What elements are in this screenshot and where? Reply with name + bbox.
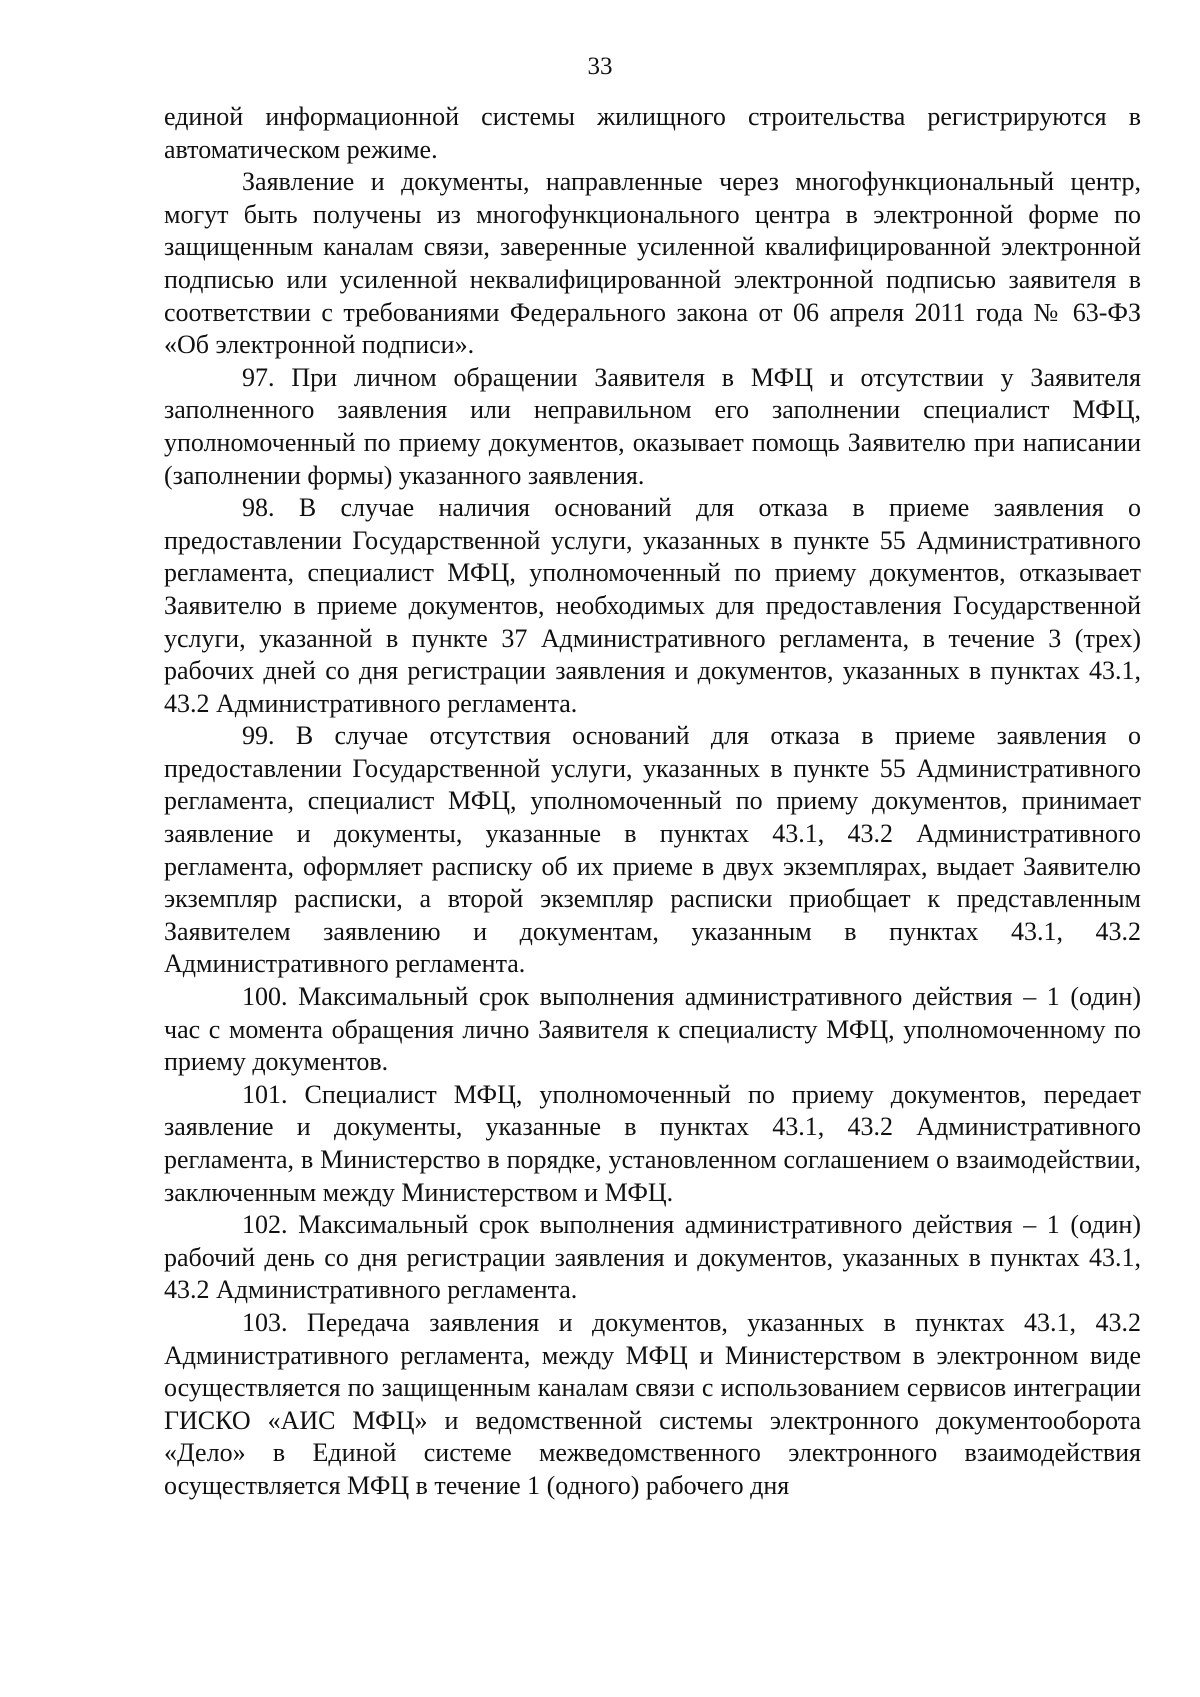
paragraph: 100. Максимальный срок выполнения административного действия – 1 (один) час с момента обращения лично Заявителя к специалисту МФЦ, уполномоченному по приему документов. bbox=[164, 982, 1141, 1077]
paragraph: 103. Передача заявления и документов, указанных в пунктах 43.1, 43.2 Административного регламента, между МФЦ и Министерством в электронном виде осуществляется по защищенным каналам связи с использованием сервисов интеграции ГИСКО «АИС МФЦ» и ведомственной системы электронного документооборота «Дело» в Единой системе межведомственного электронного взаимодействия осуществляется МФЦ в течение 1 (одного) рабочего дня bbox=[164, 1307, 1141, 1500]
paragraph: 98. В случае наличия оснований для отказа в приеме заявления о предоставлении Государственной услуги, указанных в пункте 55 Административного регламента, специалист МФЦ, уполномоченный по приему документов, отказывает Заявителю в приеме документов, необходимых для предоставления Государственной услуги, указанной в пункте 37 Административного регламента, в течение 3 (трех) рабочих дней со дня регистрации заявления и документов, указанных в пунктах 43.1, 43.2 Административного регламента. bbox=[164, 493, 1141, 718]
page-number: 33 bbox=[587, 53, 613, 80]
paragraph: Заявление и документы, направленные через многофункциональный центр, могут быть получены из многофункционального центра в электронной форме по защищенным каналам связи, заверенные усиленной квалифицированной электронной подписью или усиленной неквалифицированной электронной подписью заявителя в соответствии с требованиями Федерального закона от 06 апреля 2011 года № 63-ФЗ «Об электронной подписи». bbox=[164, 167, 1141, 360]
document-body bbox=[164, 101, 1141, 1503]
paragraph: 101. Специалист МФЦ, уполномоченный по приему документов, передает заявление и документы, указанные в пунктах 43.1, 43.2 Административного регламента, в Министерство в порядке, установленном соглашением о взаимодействии, заключенным между Министерством и МФЦ. bbox=[164, 1079, 1141, 1207]
paragraph: единой информационной системы жилищного строительства регистрируются в автоматическом режиме. bbox=[164, 102, 1141, 164]
paragraph: 97. При личном обращении Заявителя в МФЦ и отсутствии у Заявителя заполненного заявления или неправильном его заполнении специалист МФЦ, уполномоченный по приему документов, оказывает помощь Заявителю при написании (заполнении формы) указанного заявления. bbox=[164, 362, 1141, 490]
paragraph: 102. Максимальный срок выполнения административного действия – 1 (один) рабочий день со дня регистрации заявления и документов, указанных в пунктах 43.1, 43.2 Административного регламента. bbox=[164, 1210, 1141, 1305]
paragraph: 99. В случае отсутствия оснований для отказа в приеме заявления о предоставлении Государственной услуги, указанных в пункте 55 Административного регламента, специалист МФЦ, уполномоченный по приему документов, принимает заявление и документы, указанные в пунктах 43.1, 43.2 Административного регламента, оформляет расписку об их приеме в двух экземплярах, выдает Заявителю экземпляр расписки, а второй экземпляр расписки приобщает к представленным Заявителем заявлению и документам, указанным в пунктах 43.1, 43.2 Административного регламента. bbox=[164, 721, 1141, 979]
